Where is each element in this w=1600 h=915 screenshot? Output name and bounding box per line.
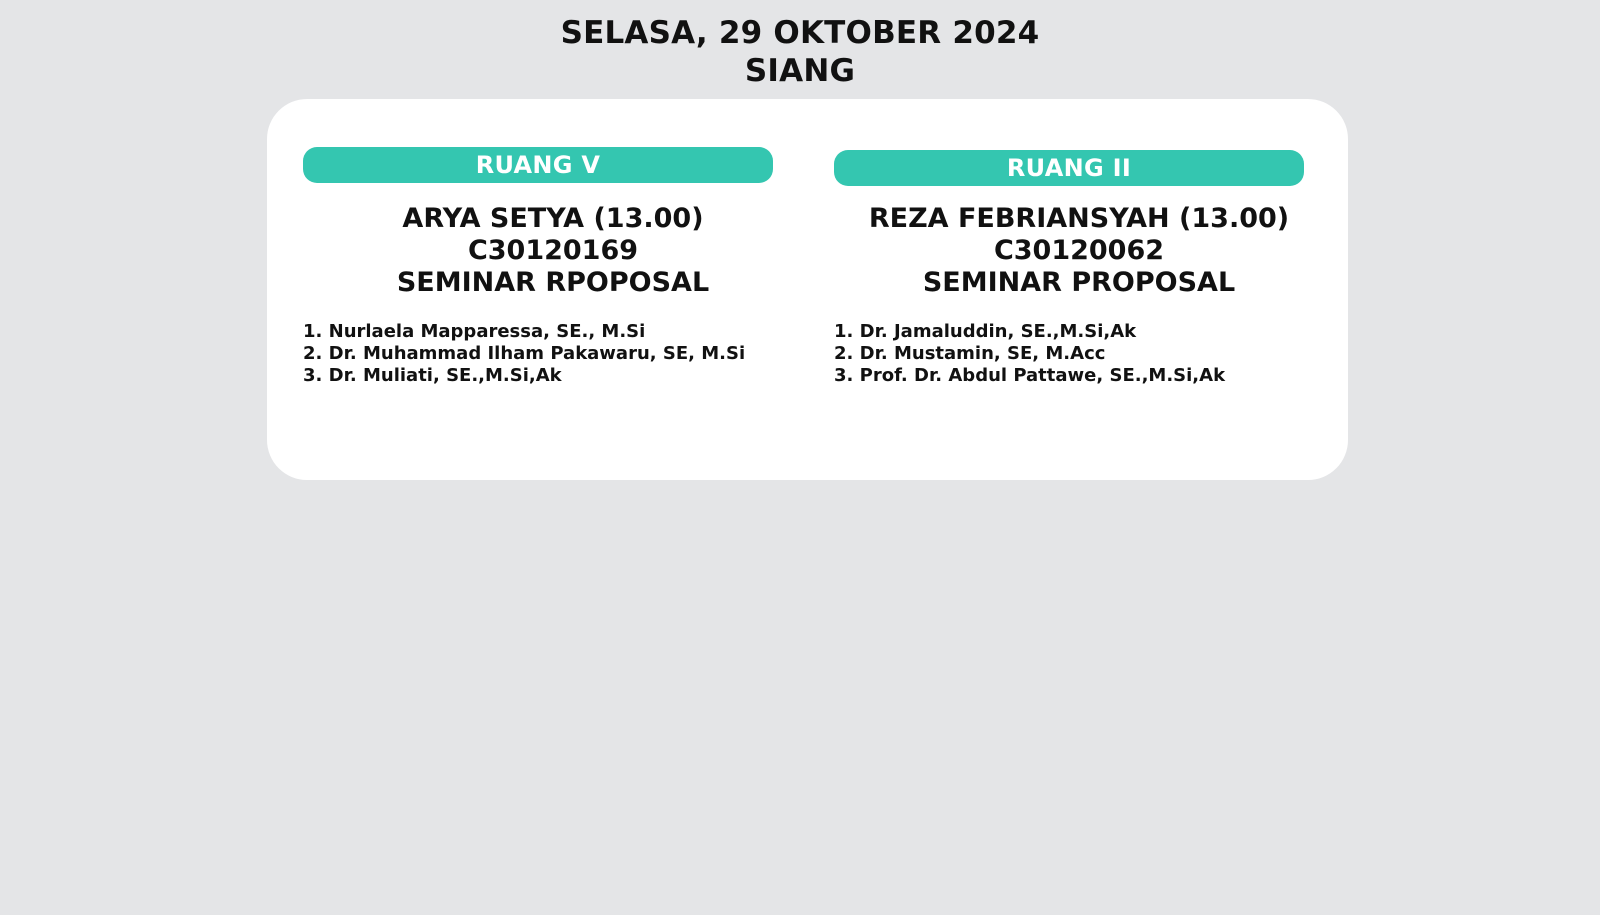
schedule-session: SIANG [744,53,856,89]
student-info [829,203,1329,299]
examiner-item: 2. Dr. Muhammad Ilham Pakawaru, SE, M.Si [303,343,746,364]
student-name-time: REZA FEBRIANSYAH (13.00) [868,203,1290,234]
event-type: SEMINAR PROPOSAL [922,267,1236,298]
examiner-item: 1. Nurlaela Mapparessa, SE., M.Si [303,321,646,342]
event-type: SEMINAR RPOPOSAL [396,267,710,298]
room-label-badge: RUANG II [834,150,1304,186]
examiner-list [303,321,783,387]
examiner-item: 1. Dr. Jamaluddin, SE.,M.Si,Ak [834,321,1137,342]
room-column-ruang-ii [834,150,1304,386]
student-id: C30120169 [467,235,639,266]
student-info [303,203,803,299]
examiner-item: 3. Prof. Dr. Abdul Pattawe, SE.,M.Si,Ak [834,365,1226,386]
examiner-item: 3. Dr. Muliati, SE.,M.Si,Ak [303,365,562,386]
examiner-item: 2. Dr. Mustamin, SE, M.Acc [834,343,1106,364]
room-column-ruang-v [303,147,773,386]
examiner-list [834,321,1314,387]
student-id: C30120062 [993,235,1165,266]
schedule-date: SELASA, 29 OKTOBER 2024 [560,15,1040,51]
room-label-badge: RUANG V [303,147,773,183]
student-name-time: ARYA SETYA (13.00) [402,203,704,234]
schedule-card [267,99,1348,480]
schedule-header [0,14,1600,90]
